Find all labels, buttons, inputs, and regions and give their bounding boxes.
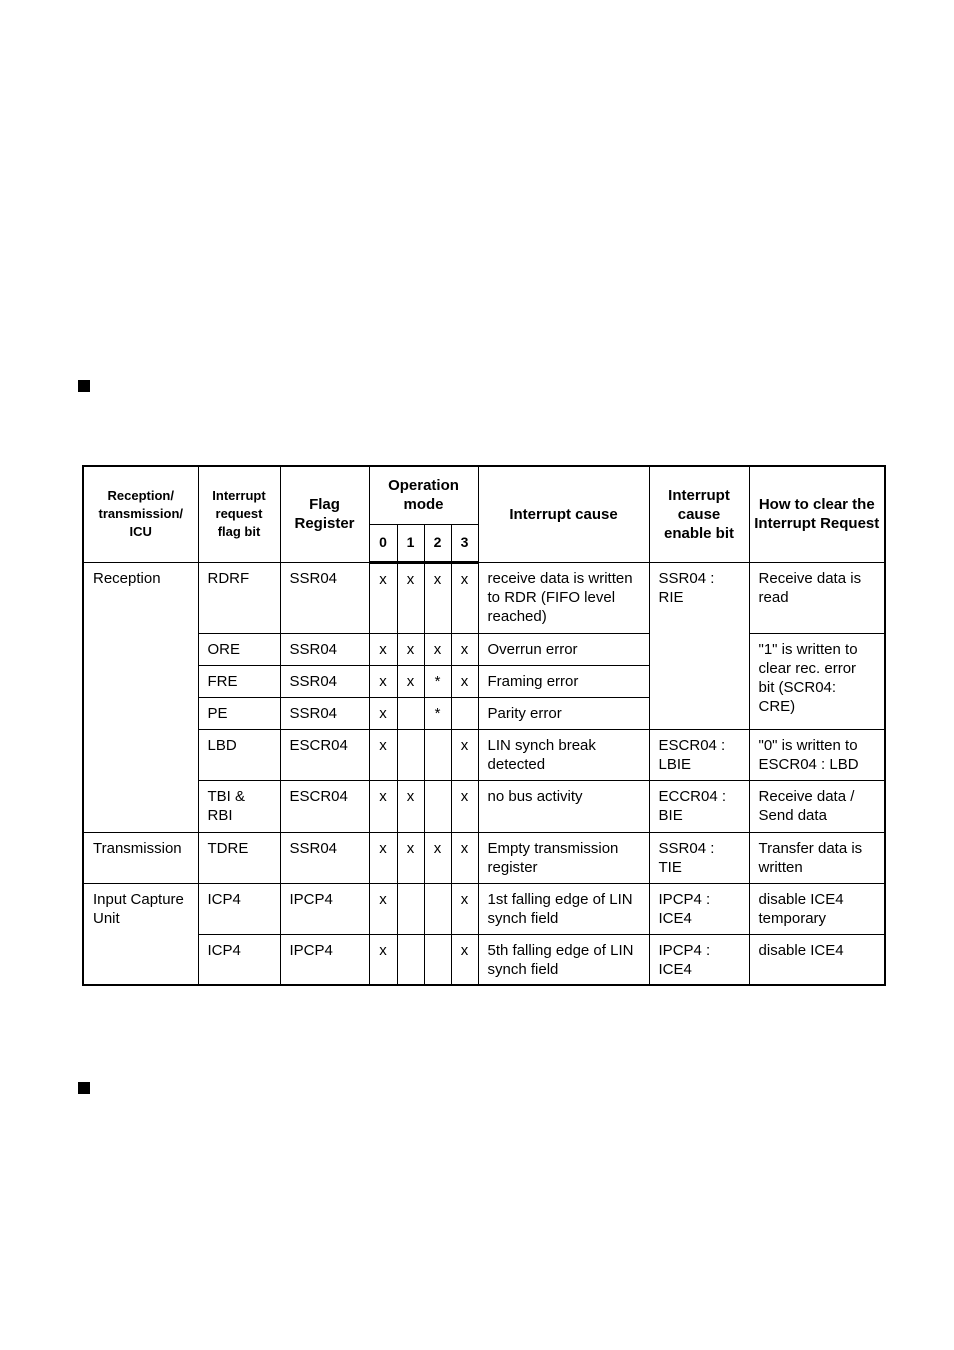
cell-mode-2 bbox=[424, 934, 451, 985]
cell-flag: ICP4 bbox=[198, 883, 280, 934]
header-reception-transmission-icu: Reception/ transmission/ ICU bbox=[83, 466, 198, 562]
cell-mode-0: x bbox=[369, 562, 397, 633]
cell-mode-3: x bbox=[451, 729, 478, 780]
cell-mode-0: x bbox=[369, 665, 397, 697]
cell-mode-2: x bbox=[424, 562, 451, 633]
cell-mode-0: x bbox=[369, 832, 397, 883]
header-mode-1: 1 bbox=[397, 524, 424, 562]
cell-mode-1 bbox=[397, 729, 424, 780]
table-row bbox=[83, 633, 885, 665]
cell-mode-1: x bbox=[397, 780, 424, 832]
cell-mode-2: * bbox=[424, 665, 451, 697]
cell-mode-3: x bbox=[451, 665, 478, 697]
header-mode-3: 3 bbox=[451, 524, 478, 562]
table-row bbox=[83, 729, 885, 780]
cell-mode-1: x bbox=[397, 832, 424, 883]
table-row bbox=[83, 883, 885, 934]
header-interrupt-request-flag-bit: Interrupt request flag bit bbox=[198, 466, 280, 562]
cell-clear: Transfer data is written bbox=[749, 832, 885, 883]
cell-clear: disable ICE4 bbox=[749, 934, 885, 985]
cell-register: SSR04 bbox=[280, 665, 369, 697]
cell-register: SSR04 bbox=[280, 633, 369, 665]
cell-mode-2: * bbox=[424, 697, 451, 729]
cell-mode-2 bbox=[424, 729, 451, 780]
cell-mode-0: x bbox=[369, 934, 397, 985]
cell-flag: LBD bbox=[198, 729, 280, 780]
cell-mode-1 bbox=[397, 697, 424, 729]
cell-flag: ICP4 bbox=[198, 934, 280, 985]
cell-cause: Framing error bbox=[478, 665, 649, 697]
cell-mode-3: x bbox=[451, 832, 478, 883]
table-row bbox=[83, 562, 885, 633]
cell-flag: PE bbox=[198, 697, 280, 729]
cell-register: IPCP4 bbox=[280, 883, 369, 934]
group-reception: Reception bbox=[83, 562, 198, 832]
cell-mode-1 bbox=[397, 934, 424, 985]
cell-flag: FRE bbox=[198, 665, 280, 697]
table-row bbox=[83, 832, 885, 883]
section-bullet-icon bbox=[78, 1082, 90, 1094]
header-operation-mode: Operation mode bbox=[369, 466, 478, 524]
header-flag-register: Flag Register bbox=[280, 466, 369, 562]
group-input-capture-unit: Input Capture Unit bbox=[83, 883, 198, 985]
cell-mode-3 bbox=[451, 697, 478, 729]
interrupt-table bbox=[82, 465, 886, 986]
cell-cause: 5th falling edge of LIN synch field bbox=[478, 934, 649, 985]
cell-mode-0: x bbox=[369, 633, 397, 665]
cell-flag: TBI & RBI bbox=[198, 780, 280, 832]
cell-enable: SSR04 : RIE bbox=[649, 562, 749, 729]
cell-cause: LIN synch break detected bbox=[478, 729, 649, 780]
cell-enable: ESCR04 : LBIE bbox=[649, 729, 749, 780]
cell-cause: 1st falling edge of LIN synch field bbox=[478, 883, 649, 934]
cell-register: ESCR04 bbox=[280, 780, 369, 832]
cell-mode-0: x bbox=[369, 697, 397, 729]
cell-mode-3: x bbox=[451, 780, 478, 832]
cell-cause: receive data is written to RDR (FIFO level reached) bbox=[478, 562, 649, 633]
header-how-to-clear: How to clear the Interrupt Request bbox=[749, 466, 885, 562]
cell-mode-3: x bbox=[451, 633, 478, 665]
cell-cause: Parity error bbox=[478, 697, 649, 729]
cell-mode-0: x bbox=[369, 780, 397, 832]
table-row bbox=[83, 780, 885, 832]
header-mode-0: 0 bbox=[369, 524, 397, 562]
cell-clear: Receive data / Send data bbox=[749, 780, 885, 832]
cell-mode-3: x bbox=[451, 883, 478, 934]
cell-clear: "1" is written to clear rec. error bit (SCR04: CRE) bbox=[749, 633, 885, 729]
cell-mode-1: x bbox=[397, 665, 424, 697]
cell-register: SSR04 bbox=[280, 697, 369, 729]
cell-mode-3: x bbox=[451, 934, 478, 985]
cell-cause: no bus activity bbox=[478, 780, 649, 832]
cell-mode-2: x bbox=[424, 832, 451, 883]
cell-clear: Receive data is read bbox=[749, 562, 885, 633]
cell-register: IPCP4 bbox=[280, 934, 369, 985]
group-transmission: Transmission bbox=[83, 832, 198, 883]
cell-mode-0: x bbox=[369, 729, 397, 780]
cell-clear: "0" is written to ESCR04 : LBD bbox=[749, 729, 885, 780]
cell-clear: disable ICE4 temporary bbox=[749, 883, 885, 934]
section-bullet-icon bbox=[78, 380, 90, 392]
header-interrupt-cause: Interrupt cause bbox=[478, 466, 649, 562]
cell-enable: ECCR04 : BIE bbox=[649, 780, 749, 832]
cell-flag: RDRF bbox=[198, 562, 280, 633]
cell-enable: SSR04 : TIE bbox=[649, 832, 749, 883]
cell-register: ESCR04 bbox=[280, 729, 369, 780]
cell-mode-2 bbox=[424, 883, 451, 934]
cell-enable: IPCP4 : ICE4 bbox=[649, 934, 749, 985]
cell-register: SSR04 bbox=[280, 562, 369, 633]
cell-enable: IPCP4 : ICE4 bbox=[649, 883, 749, 934]
cell-mode-1: x bbox=[397, 633, 424, 665]
cell-flag: ORE bbox=[198, 633, 280, 665]
header-interrupt-cause-enable-bit: Interrupt cause enable bit bbox=[649, 466, 749, 562]
cell-mode-2: x bbox=[424, 633, 451, 665]
cell-mode-0: x bbox=[369, 883, 397, 934]
cell-mode-1: x bbox=[397, 562, 424, 633]
cell-mode-2 bbox=[424, 780, 451, 832]
header-mode-2: 2 bbox=[424, 524, 451, 562]
cell-register: SSR04 bbox=[280, 832, 369, 883]
cell-cause: Empty transmission register bbox=[478, 832, 649, 883]
cell-mode-3: x bbox=[451, 562, 478, 633]
cell-cause: Overrun error bbox=[478, 633, 649, 665]
table-row bbox=[83, 934, 885, 985]
cell-flag: TDRE bbox=[198, 832, 280, 883]
cell-mode-1 bbox=[397, 883, 424, 934]
